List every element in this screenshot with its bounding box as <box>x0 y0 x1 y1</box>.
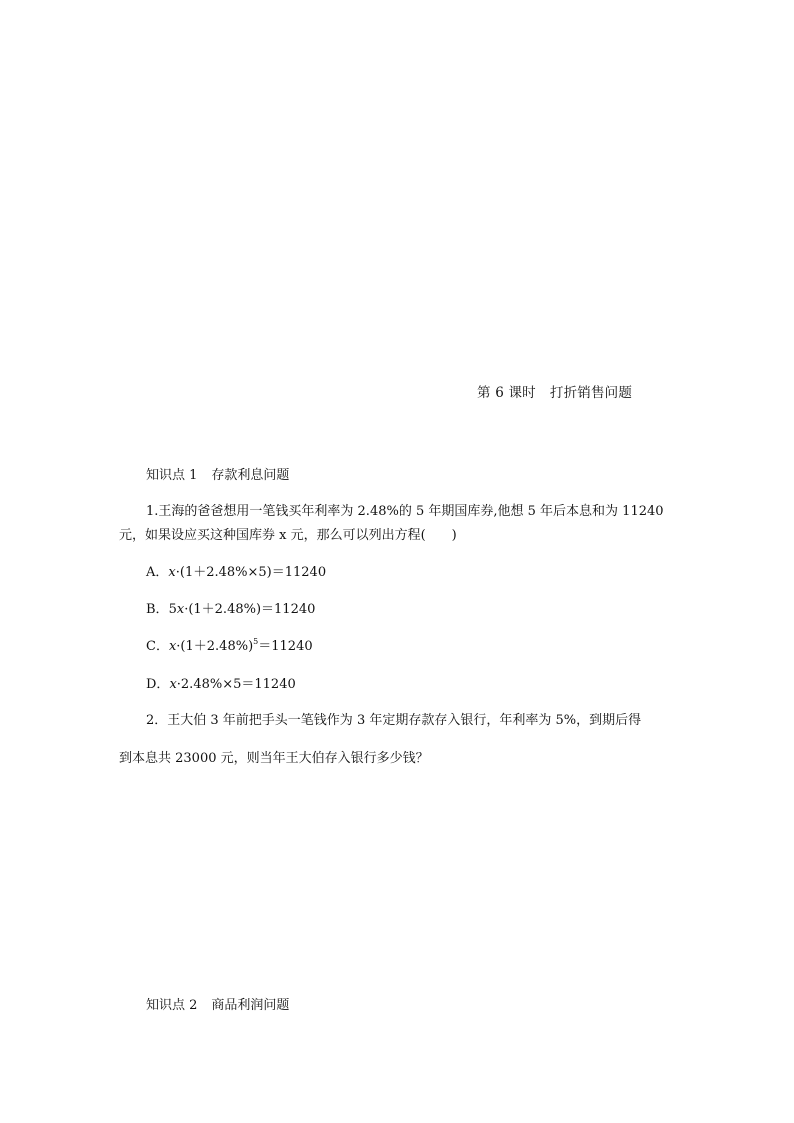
knowledge-point-label: 知识点 2 <box>146 998 198 1013</box>
option-letter: D． <box>146 677 170 692</box>
option-letter: B． <box>146 602 169 617</box>
variable-x: x <box>168 565 176 580</box>
question-1-option-a <box>146 561 326 580</box>
question-2-stem-line-1: 2．王大伯 3 年前把手头一笔钱作为 3 年定期存款存入银行，年利率为 5%，到期后得 <box>146 713 642 728</box>
lesson-topic: 打折销售问题 <box>549 385 633 401</box>
option-expression: ·(1＋2.48%)＝11240 <box>184 602 316 617</box>
coefficient: 5 <box>168 602 177 617</box>
exponent: 5 <box>253 637 259 646</box>
question-1-stem-line-1: 1.王海的爸爸想用一笔钱买年利率为 2.48%的 5 年期国库券,他想 5 年后本息和为 11240 <box>146 504 664 519</box>
option-result: ＝11240 <box>258 639 313 654</box>
knowledge-point-title: 存款利息问题 <box>211 468 290 483</box>
lesson-number: 第 6 课时 <box>477 385 536 401</box>
lesson-title <box>477 381 632 401</box>
option-expression: ·(1＋2.48%×5)＝11240 <box>175 565 327 580</box>
knowledge-point-2-heading <box>146 994 289 1013</box>
variable-x: x <box>169 677 177 692</box>
question-1-option-d <box>146 673 296 692</box>
option-letter: C． <box>146 639 169 654</box>
option-expression: ·(1＋2.48%) <box>176 639 254 654</box>
knowledge-point-1-heading <box>146 464 289 483</box>
variable-x: x <box>176 602 185 617</box>
variable-x: x <box>168 639 177 654</box>
option-letter: A． <box>146 565 169 580</box>
question-1-option-b <box>146 598 315 617</box>
knowledge-point-label: 知识点 1 <box>146 468 198 483</box>
option-expression: ·2.48%×5＝11240 <box>176 677 296 692</box>
question-1-stem-line-2: 元，如果设应买这种国库券 x 元，那么可以列出方程( ) <box>119 528 457 543</box>
knowledge-point-title: 商品利润问题 <box>211 998 290 1013</box>
question-2-stem-line-2: 到本息共 23000 元，则当年王大伯存入银行多少钱？ <box>119 751 429 766</box>
question-1-option-c <box>146 635 313 654</box>
